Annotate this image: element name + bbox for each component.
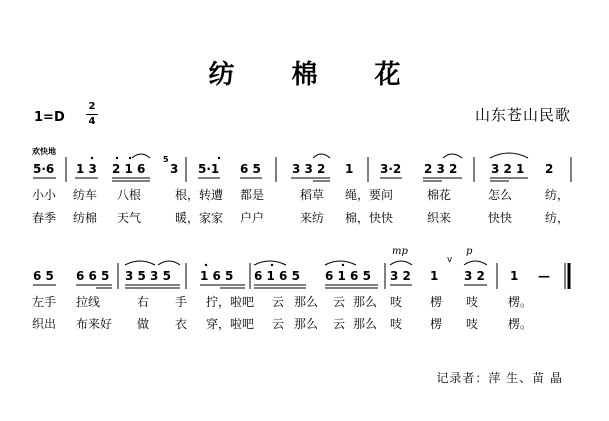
lyric: 云 (272, 295, 285, 309)
lyric: 八根 (117, 188, 142, 202)
lyric: 吱 (390, 317, 403, 331)
dynamic-marking: p (466, 246, 473, 257)
slur (125, 261, 155, 265)
lyric: 棉，快快 (345, 211, 394, 225)
lyric: 绳，要问 (345, 188, 394, 202)
lyric: 左手 (32, 295, 57, 309)
lyric: 穿，啦吧 (206, 317, 255, 331)
note-group: 2 1 6 (112, 162, 146, 176)
note-group: 5·1 (198, 162, 220, 176)
note-group: 3 3 2 (292, 162, 326, 176)
lyric: 棉花 (427, 188, 452, 202)
note-group: 3 (170, 162, 179, 176)
slur (390, 261, 412, 265)
lyric: 云 (333, 317, 346, 331)
note-group: — (538, 269, 550, 283)
note-group: 2 (545, 162, 554, 176)
note-group: 6 6 5 (76, 269, 110, 283)
lyric: 布来好 (76, 317, 113, 331)
note-group: 1 6 5 (200, 269, 234, 283)
lyric: 楞 (430, 295, 443, 309)
lyric: 楞。 (508, 295, 533, 309)
lyric: 来纺 (300, 211, 325, 225)
note-group: 1 3 (76, 162, 97, 176)
note-group: 3·2 (380, 162, 402, 176)
lyric: 春季 (32, 211, 57, 225)
breath-mark: v (447, 255, 453, 265)
recorder-credit: 记录者：萍 生、苗 晶 (436, 371, 563, 385)
lyric: 那么 (294, 295, 319, 309)
lyric: 纺车 (73, 188, 98, 202)
lyric: 纺棉 (73, 211, 98, 225)
song-origin: 山东苍山民歌 (474, 106, 571, 124)
lyric: 稻草 (300, 188, 325, 202)
meter-bottom: 4 (88, 116, 96, 127)
lyric: 小小 (32, 188, 57, 202)
note-group: 6 5 (33, 269, 54, 283)
lyric: 根，转遭 (175, 188, 224, 202)
high-dot (91, 157, 93, 159)
key-signature: 1=D (34, 110, 65, 125)
high-dot (129, 157, 131, 159)
lyric: 吱 (466, 295, 479, 309)
lyric: 吱 (466, 317, 479, 331)
dynamic-marking: mp (392, 246, 408, 257)
high-dot (116, 157, 118, 159)
note-group: 5·6 (33, 162, 55, 176)
lyric: 衣 (175, 317, 188, 331)
note-group: 3 5 3 5 (125, 269, 171, 283)
lyric: 那么 (353, 295, 378, 309)
song-title: 纺 棉 花 (208, 60, 425, 90)
slur (254, 261, 286, 265)
lyric: 户户 (240, 211, 265, 225)
slur (443, 154, 462, 158)
tempo-marking: 欢快地 (32, 146, 56, 156)
slur (464, 261, 487, 265)
lyric: 做 (137, 317, 150, 331)
note-group: 3 2 (390, 269, 411, 283)
lyric: 暖，家家 (175, 211, 224, 225)
note-group: 6 1 6 5 (254, 269, 300, 283)
lyric: 拧，啦吧 (206, 295, 255, 309)
lyric: 纺， (545, 211, 570, 225)
lyric: 楞。 (508, 317, 533, 331)
note-group: 3 2 (464, 269, 485, 283)
lyric: 快快 (488, 211, 513, 225)
slur (490, 153, 528, 158)
note-group: 1 (510, 269, 519, 283)
lyric: 吱 (390, 295, 403, 309)
slur (313, 154, 330, 158)
note-group: 1 (430, 269, 439, 283)
lyric: 右 (137, 295, 150, 309)
lyric: 那么 (353, 317, 378, 331)
lyric: 楞 (430, 317, 443, 331)
note-group: 6 5 (240, 162, 261, 176)
note-group: 2 3 2 (424, 162, 458, 176)
note-group: 3 2 1 (491, 162, 525, 176)
meter-top: 2 (88, 101, 96, 112)
lyric: 那么 (294, 317, 319, 331)
high-dot (342, 264, 344, 266)
high-dot (218, 157, 220, 159)
note-group: 1 (345, 162, 354, 176)
lyric: 云 (333, 295, 346, 309)
lyric: 天气 (117, 211, 142, 225)
lyric: 拉线 (76, 295, 101, 309)
lyric: 织来 (427, 211, 452, 225)
note-group: 6 1 6 5 (325, 269, 371, 283)
lyric: 怎么 (488, 188, 513, 202)
lyric: 手 (175, 295, 188, 309)
high-dot (271, 264, 273, 266)
high-dot (205, 264, 207, 266)
slur (325, 261, 356, 265)
lyric: 云 (272, 317, 285, 331)
grace-note: 5 (163, 155, 169, 164)
lyric: 纺， (545, 188, 570, 202)
lyric: 织出 (32, 317, 57, 331)
slur (132, 154, 150, 158)
lyric: 都是 (240, 188, 265, 202)
slur (158, 261, 180, 265)
